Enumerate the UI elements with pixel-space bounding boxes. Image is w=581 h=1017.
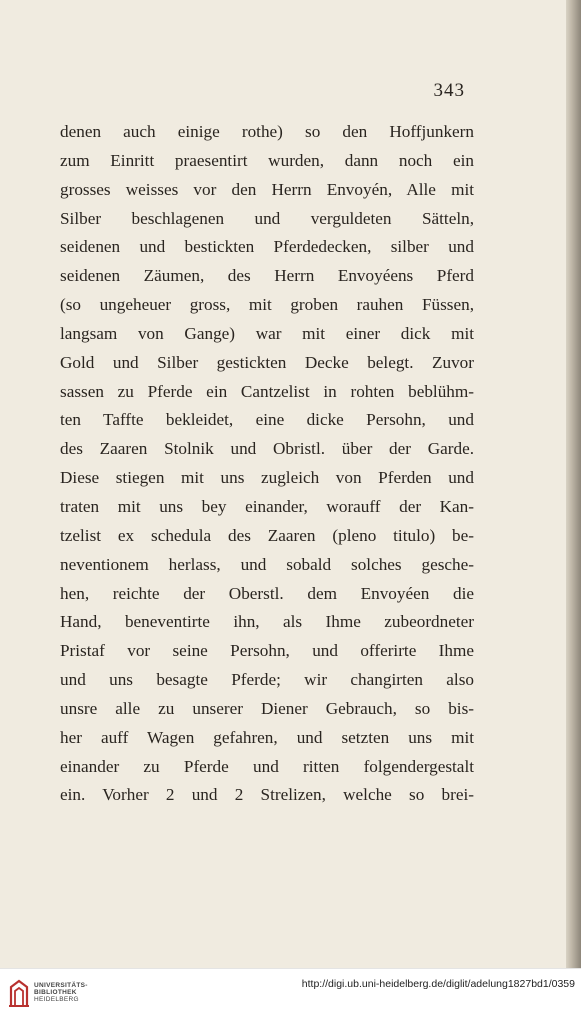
text-line: grosses weisses vor den Herrn Envoyén, Alle mit <box>60 179 474 199</box>
text-line: (so ungeheuer gross, mit groben rauhen Füssen, <box>60 295 474 315</box>
permalink-url[interactable]: http://digi.ub.uni-heidelberg.de/diglit/adelung1827bd1/0359 <box>301 978 575 990</box>
page-number: 343 <box>433 80 465 101</box>
text-line: hen, reichte der Oberstl. dem Envoyéen die <box>60 583 474 603</box>
institution-city: HEIDELBERG <box>34 996 79 1003</box>
text-line: traten mit uns bey einander, worauff der Kan- <box>60 496 474 516</box>
text-line: neventionem herlass, und sobald solches gesche- <box>60 554 474 574</box>
text-line: seidenen Zäumen, des Herrn Envoyéens Pferd <box>60 266 474 286</box>
text-line: Diese stiegen mit uns zugleich von Pferden und <box>60 468 474 488</box>
text-line: und uns besagte Pferde; wir changirten also <box>60 670 474 690</box>
text-line: einander zu Pferde und ritten folgendergestalt <box>60 756 474 776</box>
institution-name-line: BIBLIOTHEK <box>34 989 77 996</box>
text-line: Hand, beneventirte ihn, als Ihme zubeordneter <box>60 612 474 632</box>
institution-name-line: UNIVERSITÄTS- <box>34 982 88 989</box>
text-line: langsam von Gange) war mit einer dick mit <box>60 323 474 343</box>
text-line: Silber beschlagenen und verguldeten Sätteln, <box>60 208 474 228</box>
text-line: her auff Wagen gefahren, und setzten uns mit <box>60 727 474 747</box>
text-line: denen auch einige rothe) so den Hoffjunkern <box>60 122 474 141</box>
text-line: zum Einritt praesentirt wurden, dann noch ein <box>60 150 474 170</box>
text-line: des Zaaren Stolnik und Obristl. über der Garde. <box>60 439 474 459</box>
institution-name <box>34 982 88 1003</box>
university-library-logo-icon <box>8 978 30 1008</box>
body-text <box>60 118 474 810</box>
text-line: unsre alle zu unserer Diener Gebrauch, so bis- <box>60 698 474 718</box>
text-line: tzelist ex schedula des Zaaren (pleno titulo) be- <box>60 525 474 545</box>
text-line: Gold und Silber gestickten Decke belegt. Zuvor <box>60 352 474 372</box>
text-line: seidenen und bestickten Pferdedecken, silber und <box>60 237 474 257</box>
text-line: ein. Vorher 2 und 2 Strelizen, welche so brei- <box>60 785 474 805</box>
page-edge-shadow <box>566 0 581 968</box>
text-line: ten Taffte bekleidet, eine dicke Persohn, und <box>60 410 474 430</box>
text-line: Pristaf vor seine Persohn, und offerirte Ihme <box>60 641 474 661</box>
text-line: sassen zu Pferde ein Cantzelist in rohten beblühm- <box>60 381 474 401</box>
